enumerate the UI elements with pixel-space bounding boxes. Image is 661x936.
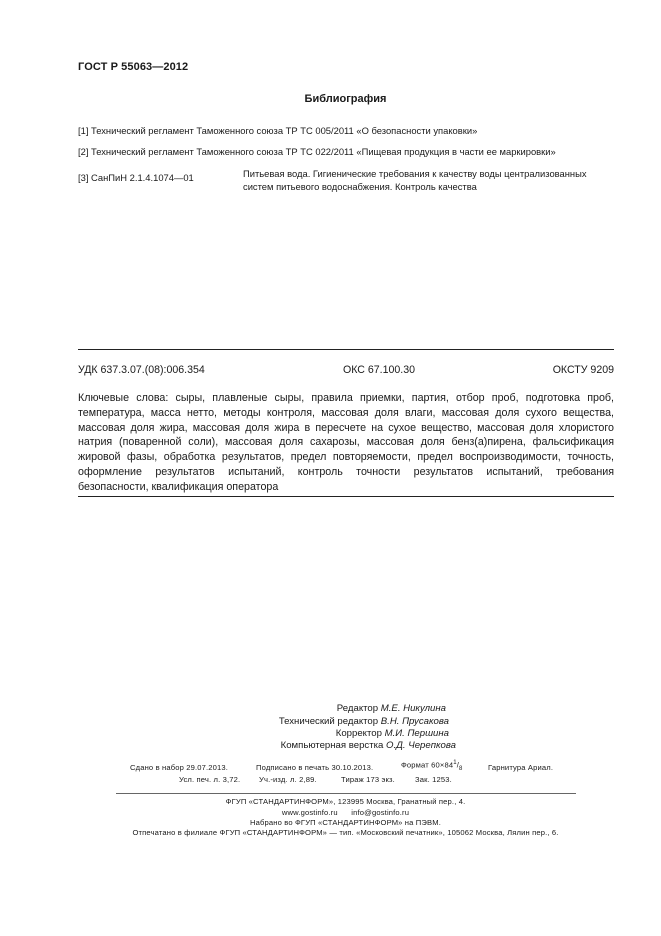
pub-typeface: Гарнитура Ариал.	[488, 763, 554, 772]
pub-order: Зак. 1253.	[415, 775, 452, 784]
credit-name: М.Е. Никулина	[380, 703, 446, 714]
credit-role: Компьютерная верстка	[280, 740, 384, 751]
credit-role: Корректор	[335, 728, 382, 739]
bibliography-ref-1: [1] Технический регламент Таможенного союза ТР ТС 005/2011 «О безопасности упаковки»	[78, 125, 478, 136]
bibliography-ref-2: [2] Технический регламент Таможенного союза ТР ТС 022/2011 «Пищевая продукция в части ее маркировки»	[78, 146, 556, 157]
divider-bottom	[78, 496, 614, 497]
footer-printed: Отпечатано в филиале ФГУП «СТАНДАРТИНФОРМ» — тип. «Московский печатник», 105062 Москва, Лялин пер., 6.	[132, 828, 559, 837]
pub-typeset-date: Сдано в набор 29.07.2013.	[130, 763, 228, 772]
credit-name: О.Д. Черепкова	[386, 740, 456, 751]
bibliography-ref-3-desc: Питьевая вода. Гигиенические требования к качеству воды централизованных систем питьевого водоснабжения. Контроль качества	[243, 168, 587, 192]
pub-print-sheets: Усл. печ. л. 3,72.	[179, 775, 241, 784]
credit-role: Редактор	[336, 703, 379, 714]
pub-circulation: Тираж 173 экз.	[341, 775, 395, 784]
okstu-code: ОКСТУ 9209	[552, 364, 614, 376]
credit-name: М.И. Першина	[384, 728, 449, 739]
standard-number: ГОСТ Р 55063—2012	[78, 61, 189, 73]
credit-layout	[156, 740, 456, 751]
footer-divider	[116, 793, 576, 794]
oks-code: ОКС 67.100.30	[343, 364, 416, 376]
footer-web: www.gostinfo.ru info@gostinfo.ru	[281, 808, 410, 817]
bibliography-ref-3-code: [3] СанПиН 2.1.4.1074—01	[78, 172, 194, 183]
footer-address: ФГУП «СТАНДАРТИНФОРМ», 123995 Москва, Гранатный пер., 4.	[225, 797, 466, 806]
credit-role: Технический редактор	[278, 716, 379, 727]
credit-proofreader	[149, 728, 449, 739]
pub-format: Формат $60\times 84^1/_8$	[401, 760, 463, 773]
udk-code: УДК 637.3.07.(08):006.354	[78, 364, 205, 376]
credit-editor	[146, 703, 446, 714]
credit-name: В.Н. Прусакова	[380, 716, 449, 727]
divider-top	[78, 349, 614, 350]
bibliography-title: Библиография	[304, 93, 387, 105]
footer-typeset: Набрано во ФГУП «СТАНДАРТИНФОРМ» на ПЭВМ.	[250, 818, 441, 827]
credit-tech-editor	[149, 716, 449, 727]
keywords-paragraph: Ключевые слова: сыры, плавленые сыры, правила приемки, партия, отбор проб, подготовка проб, температура, масса нетто, методы контроля, массовая доля влаги, массовая доля сухого вещества, массовая доля жира, массовая доля жира в пересчете на сухое вещество, массовая доля хлористого натрия (поваренной соли), массовая доля сахарозы, массовая доля бенз(а)пирена, фальсификация жировой фазы, обработка результатов, предел повторяемости, предел воспроизводимости, точность, оформление результатов испытаний, контроль точности результатов испытаний, требования безопасности, квалификация оператора	[78, 392, 614, 493]
pub-pub-sheets: Уч.-изд. л. 2,89.	[259, 775, 317, 784]
pub-signed-date: Подписано в печать 30.10.2013.	[256, 763, 374, 772]
